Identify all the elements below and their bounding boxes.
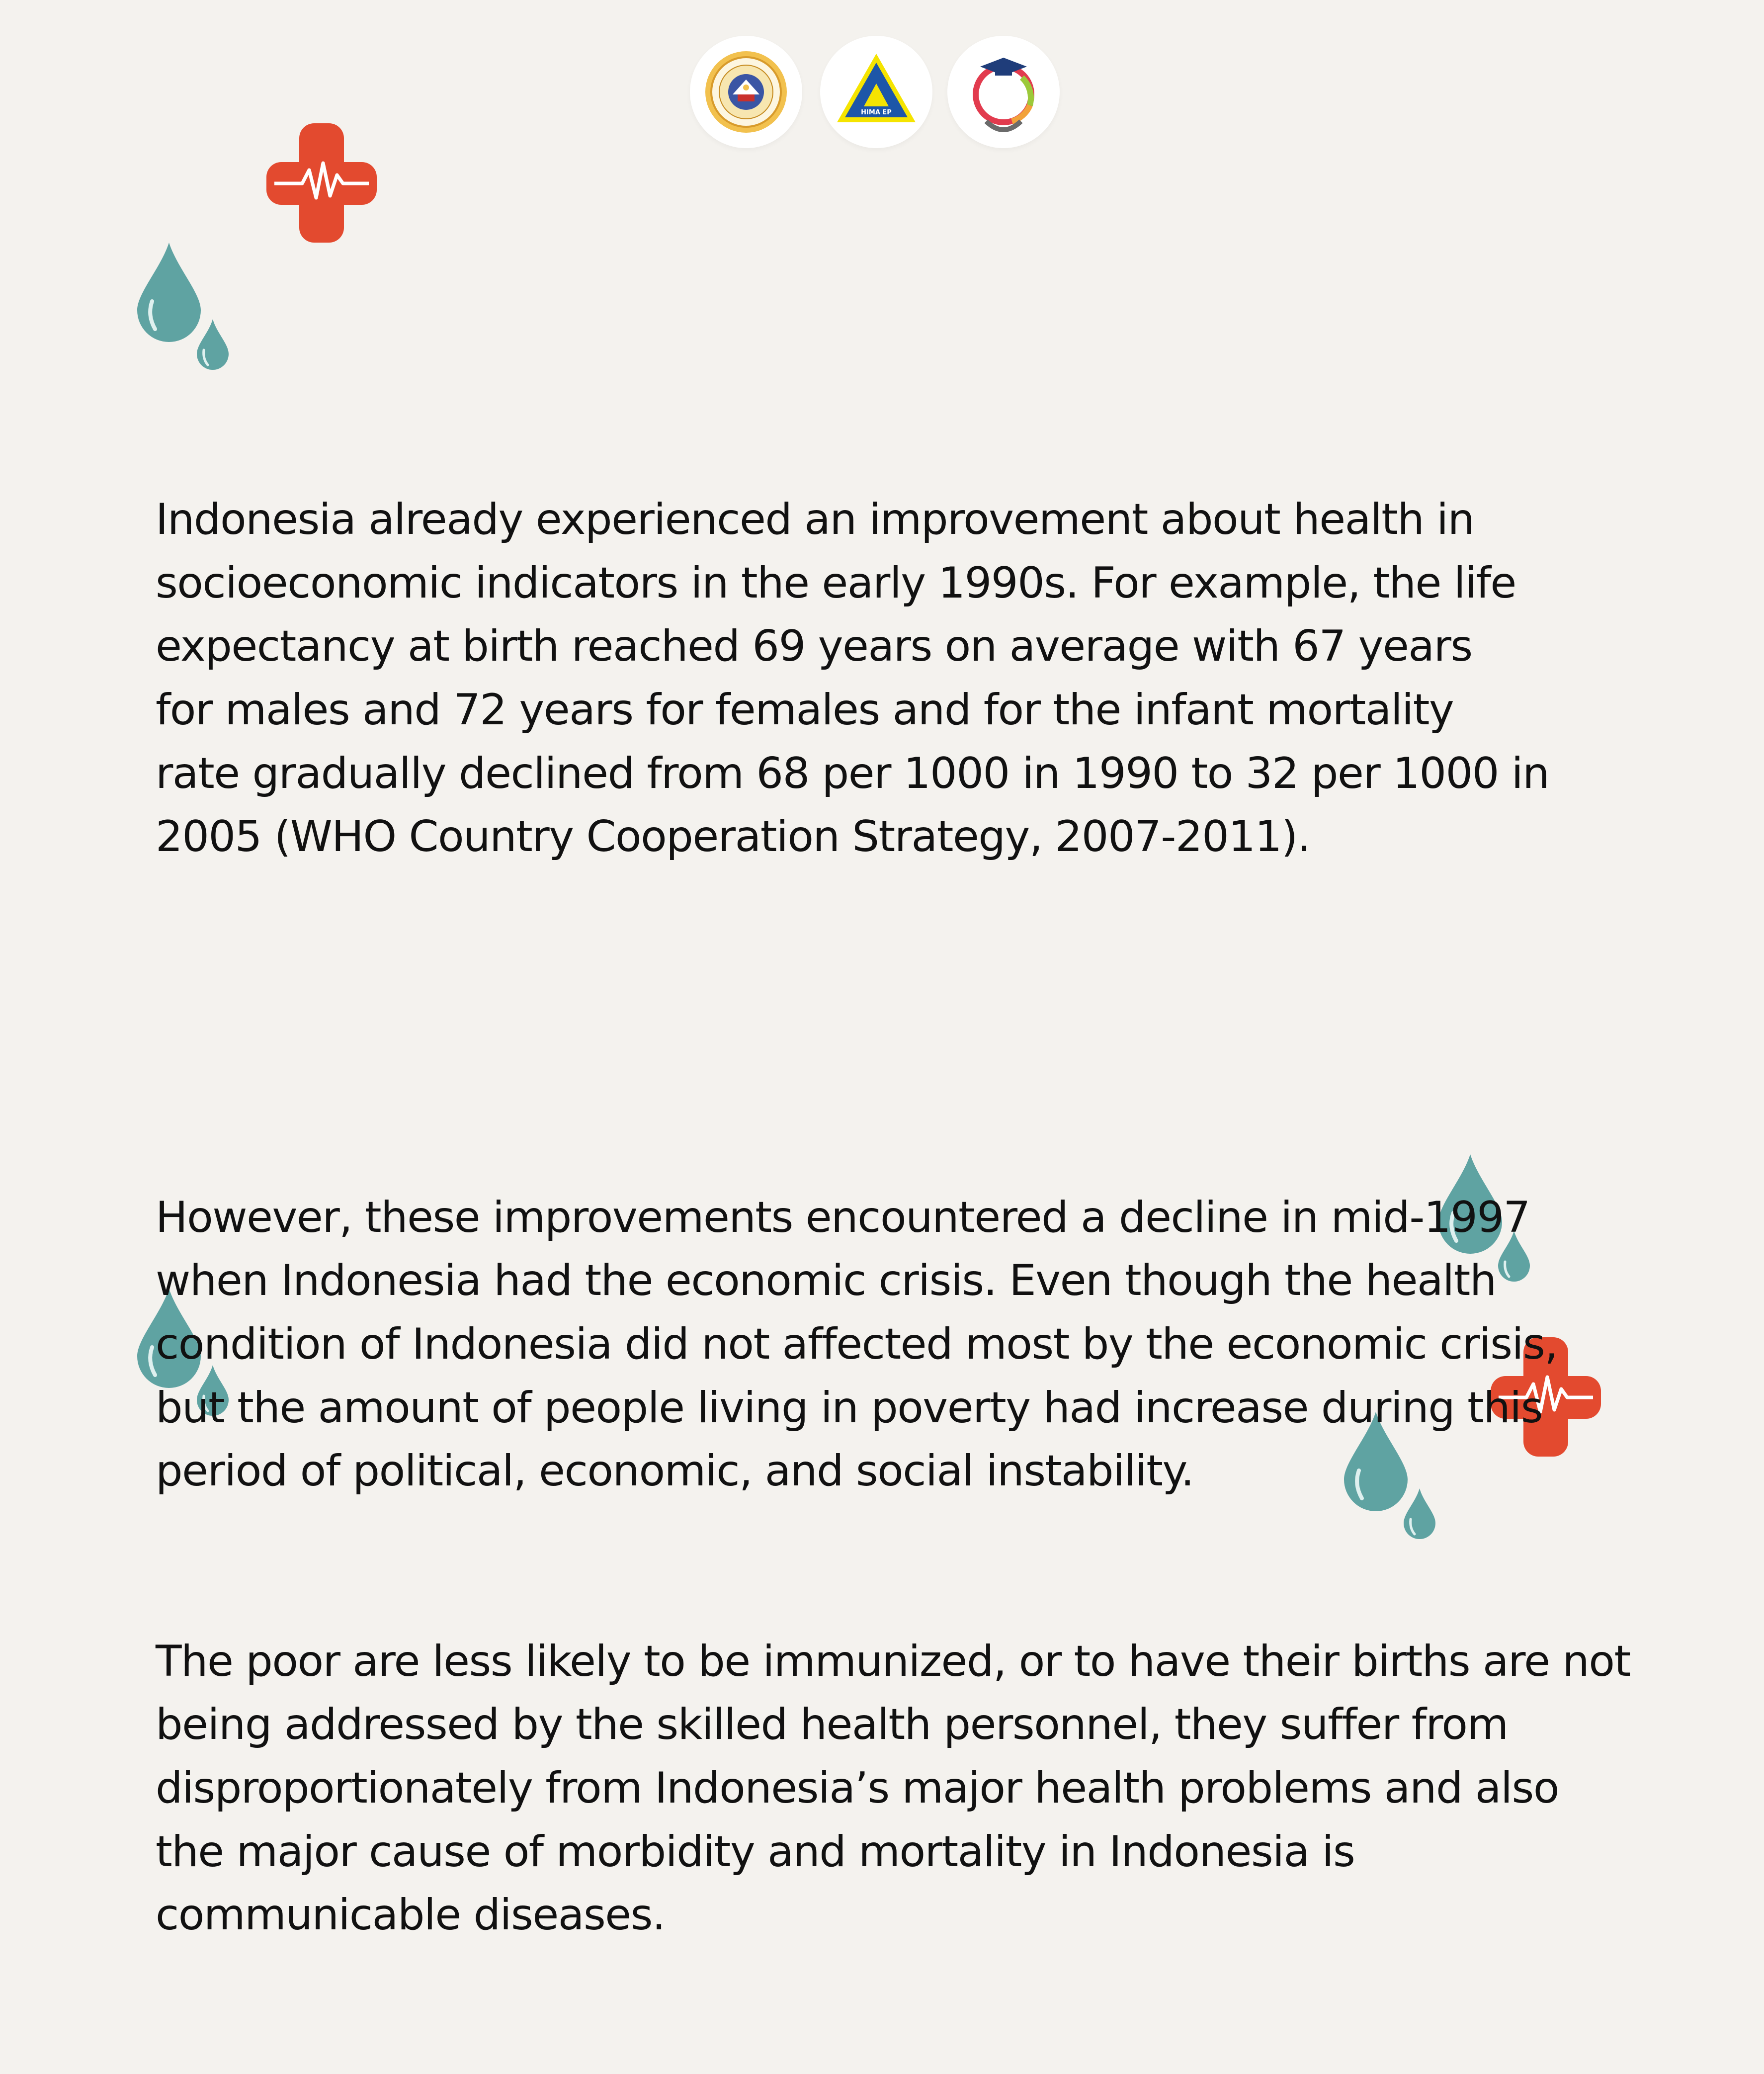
graduation-cap-logo [947,36,1060,148]
medical-cross-icon [266,123,377,243]
body-text [156,361,1746,2074]
university-seal-icon [690,36,802,148]
graduation-cap-icon [947,36,1060,148]
hima-ep-logo [820,36,932,148]
paragraph-poverty-health: The poor are less likely to be immunized, or to have their births are not being addressed by the skilled health personnel, they suffer from disproportionately from Indonesia’s major health problems and also the major cause of morbidity and mortality in Indonesia is communicable diseases. [156,1636,1630,1940]
paragraph-economic-crisis: However, these improvements encountered a decline in mid-1997 when Indonesia had the economic crisis. Even though the health condition of Indonesia did not affected most by the economic crisis, but the amount of people living in poverty had increase during this period of political, economic, and social instability. [156,1192,1558,1496]
paragraph-health-improvement: Indonesia already experienced an improvement about health in socioeconomic indicators in the early 1990s. For example, the life expectancy at birth reached 69 years on average with 67 years for males and 72 years for females and for the infant mortality rate gradually declined from 68 per 1000 in 1990 to 32 per 1000 in 2005 (WHO Country Cooperation Strategy, 2007-2011). [156,495,1549,862]
paragraph-spacer [156,996,1746,1059]
hima-ep-logo-text: HIMA EP [861,109,892,116]
logo-row [690,36,1060,148]
university-seal-logo [690,36,802,148]
hima-ep-triangle-icon [820,36,932,148]
water-drop-icon [135,242,235,376]
